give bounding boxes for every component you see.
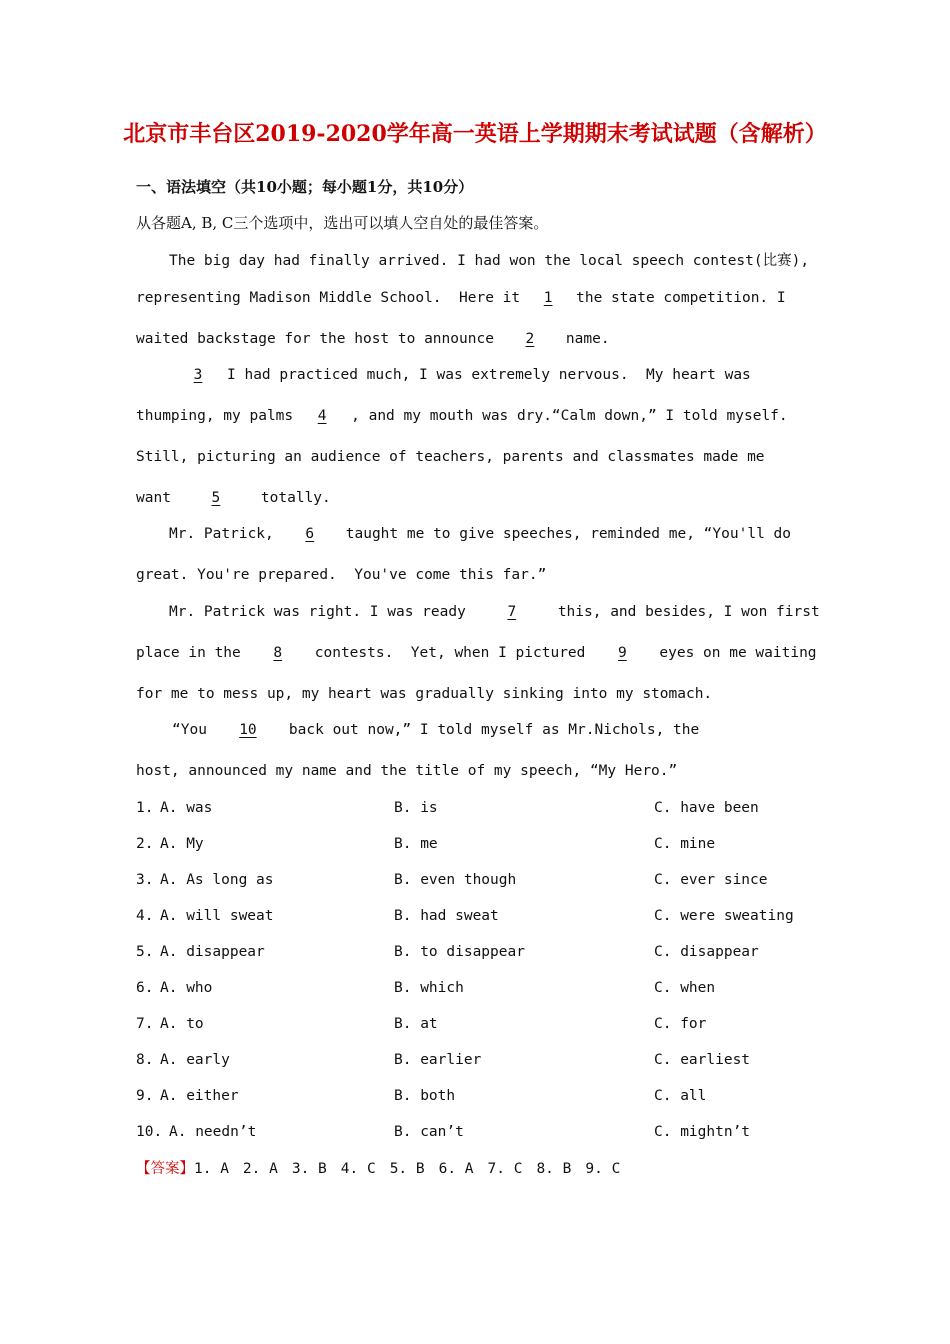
option-row-5: 5. A. disappear B. to disappear C. disappear — [136, 944, 759, 960]
option-a: A. As long as — [160, 872, 274, 888]
section-heading: 一、语法填空（共10小题；每小题1分，共10分） — [136, 178, 474, 196]
option-b: B. had sweat — [394, 908, 499, 924]
passage-line: Still, picturing an audience of teachers, parents and classmates made me — [136, 449, 765, 465]
option-b: B. both — [394, 1088, 456, 1104]
option-c: C. for — [654, 1016, 707, 1032]
option-a: A. who — [160, 980, 213, 996]
option-c: C. were sweating — [654, 908, 794, 924]
blank-10: 10 — [239, 722, 257, 738]
option-b: B. which — [394, 980, 464, 996]
option-b: B. is — [394, 800, 438, 816]
option-row-4: 4. A. will sweat B. had sweat C. were sweating — [136, 908, 794, 924]
section-instruction: 从各题A, B, C三个选项中，选出可以填人空自处的最佳答案。 — [136, 214, 549, 232]
option-b: B. earlier — [394, 1052, 482, 1068]
option-row-7: 7. A. to B. at C. for — [136, 1016, 707, 1032]
blank-3: 3 — [193, 367, 203, 383]
blank-9: 9 — [618, 645, 627, 661]
answer-tag: 【答案】 — [136, 1161, 194, 1177]
answer-key — [136, 1157, 620, 1178]
option-a: A. My — [160, 836, 204, 852]
option-c: C. disappear — [654, 944, 759, 960]
passage-line: place in the 8 contests. Yet, when I pictured 9 eyes on me waiting — [136, 645, 817, 661]
passage-line: The big day had finally arrived. I had won the local speech contest(比赛), — [169, 253, 810, 269]
option-c: C. all — [654, 1088, 707, 1104]
option-row-3: 3. A. As long as B. even though C. ever since — [136, 872, 768, 888]
option-a: A. was — [160, 800, 213, 816]
passage-line: Mr. Patrick, 6 taught me to give speeches, reminded me, “You'll do — [169, 526, 791, 542]
passage-line: waited backstage for the host to announce 2 name. — [136, 331, 610, 347]
passage-line: Mr. Patrick was right. I was ready 7 this, and besides, I won first — [169, 604, 820, 620]
option-b: B. at — [394, 1016, 438, 1032]
option-c: C. mine — [654, 836, 716, 852]
passage-line: representing Madison Middle School. Here it 1 the state competition. I — [136, 290, 786, 306]
option-row-9: 9. A. either B. both C. all — [136, 1088, 707, 1104]
option-row-8: 8. A. early B. earlier C. earliest — [136, 1052, 751, 1068]
option-b: B. me — [394, 836, 438, 852]
option-row-1: 1. A. was B. is C. have been — [136, 800, 759, 816]
answer-item: 5. B — [389, 1161, 425, 1177]
option-a: A. disappear — [160, 944, 265, 960]
blank-7: 7 — [507, 604, 517, 620]
option-b: B. even though — [394, 872, 517, 888]
answer-item: 3. B — [291, 1161, 327, 1177]
blank-1: 1 — [543, 290, 553, 306]
option-b: B. to disappear — [394, 944, 525, 960]
option-a: A. either — [160, 1088, 239, 1104]
passage-line: “You 10 back out now,” I told myself as Mr.Nichols, the — [172, 722, 700, 738]
blank-4: 4 — [317, 408, 327, 424]
answer-item: 1. A — [194, 1161, 229, 1177]
passage-line: 3 I had practiced much, I was extremely nervous. My heart was — [169, 367, 751, 383]
option-a: A. will sweat — [160, 908, 274, 924]
option-a: A. early — [160, 1052, 230, 1068]
option-row-6: 6. A. who B. which C. when — [136, 980, 716, 996]
option-b: B. can’t — [394, 1124, 464, 1140]
passage-line: for me to mess up, my heart was gradually sinking into my stomach. — [136, 686, 713, 702]
blank-5: 5 — [211, 490, 221, 506]
blank-6: 6 — [305, 526, 315, 542]
option-row-2: 2. A. My B. me C. mine — [136, 836, 716, 852]
document-title: 北京市丰台区2019-2020学年高一英语上学期期末考试试题（含解析） — [123, 121, 827, 147]
answer-item: 2. A — [242, 1161, 278, 1177]
blank-2: 2 — [525, 331, 535, 347]
option-c: C. earliest — [654, 1052, 751, 1068]
passage-line: thumping, my palms 4 , and my mouth was dry.“Calm down,” I told myself. — [136, 408, 788, 424]
option-c: C. ever since — [654, 872, 768, 888]
option-c: C. have been — [654, 800, 759, 816]
answer-item: 9. C — [585, 1161, 621, 1177]
answer-item: 4. C — [340, 1161, 376, 1177]
passage-line: host, announced my name and the title of my speech, “My Hero.” — [136, 763, 678, 779]
answer-item: 7. C — [487, 1161, 523, 1177]
blank-8: 8 — [273, 645, 283, 661]
answer-item: 8. B — [536, 1161, 572, 1177]
option-a: A. to — [160, 1016, 204, 1032]
passage-line: want 5 totally. — [136, 490, 331, 506]
option-c: C. mightn’t — [654, 1124, 751, 1140]
option-a: A. needn’t — [169, 1124, 257, 1140]
answer-item: 6. A — [438, 1161, 474, 1177]
option-c: C. when — [654, 980, 716, 996]
passage-line: great. You're prepared. You've come this far.” — [136, 567, 547, 583]
option-row-10: 10. A. needn’t B. can’t C. mightn’t — [136, 1124, 751, 1140]
